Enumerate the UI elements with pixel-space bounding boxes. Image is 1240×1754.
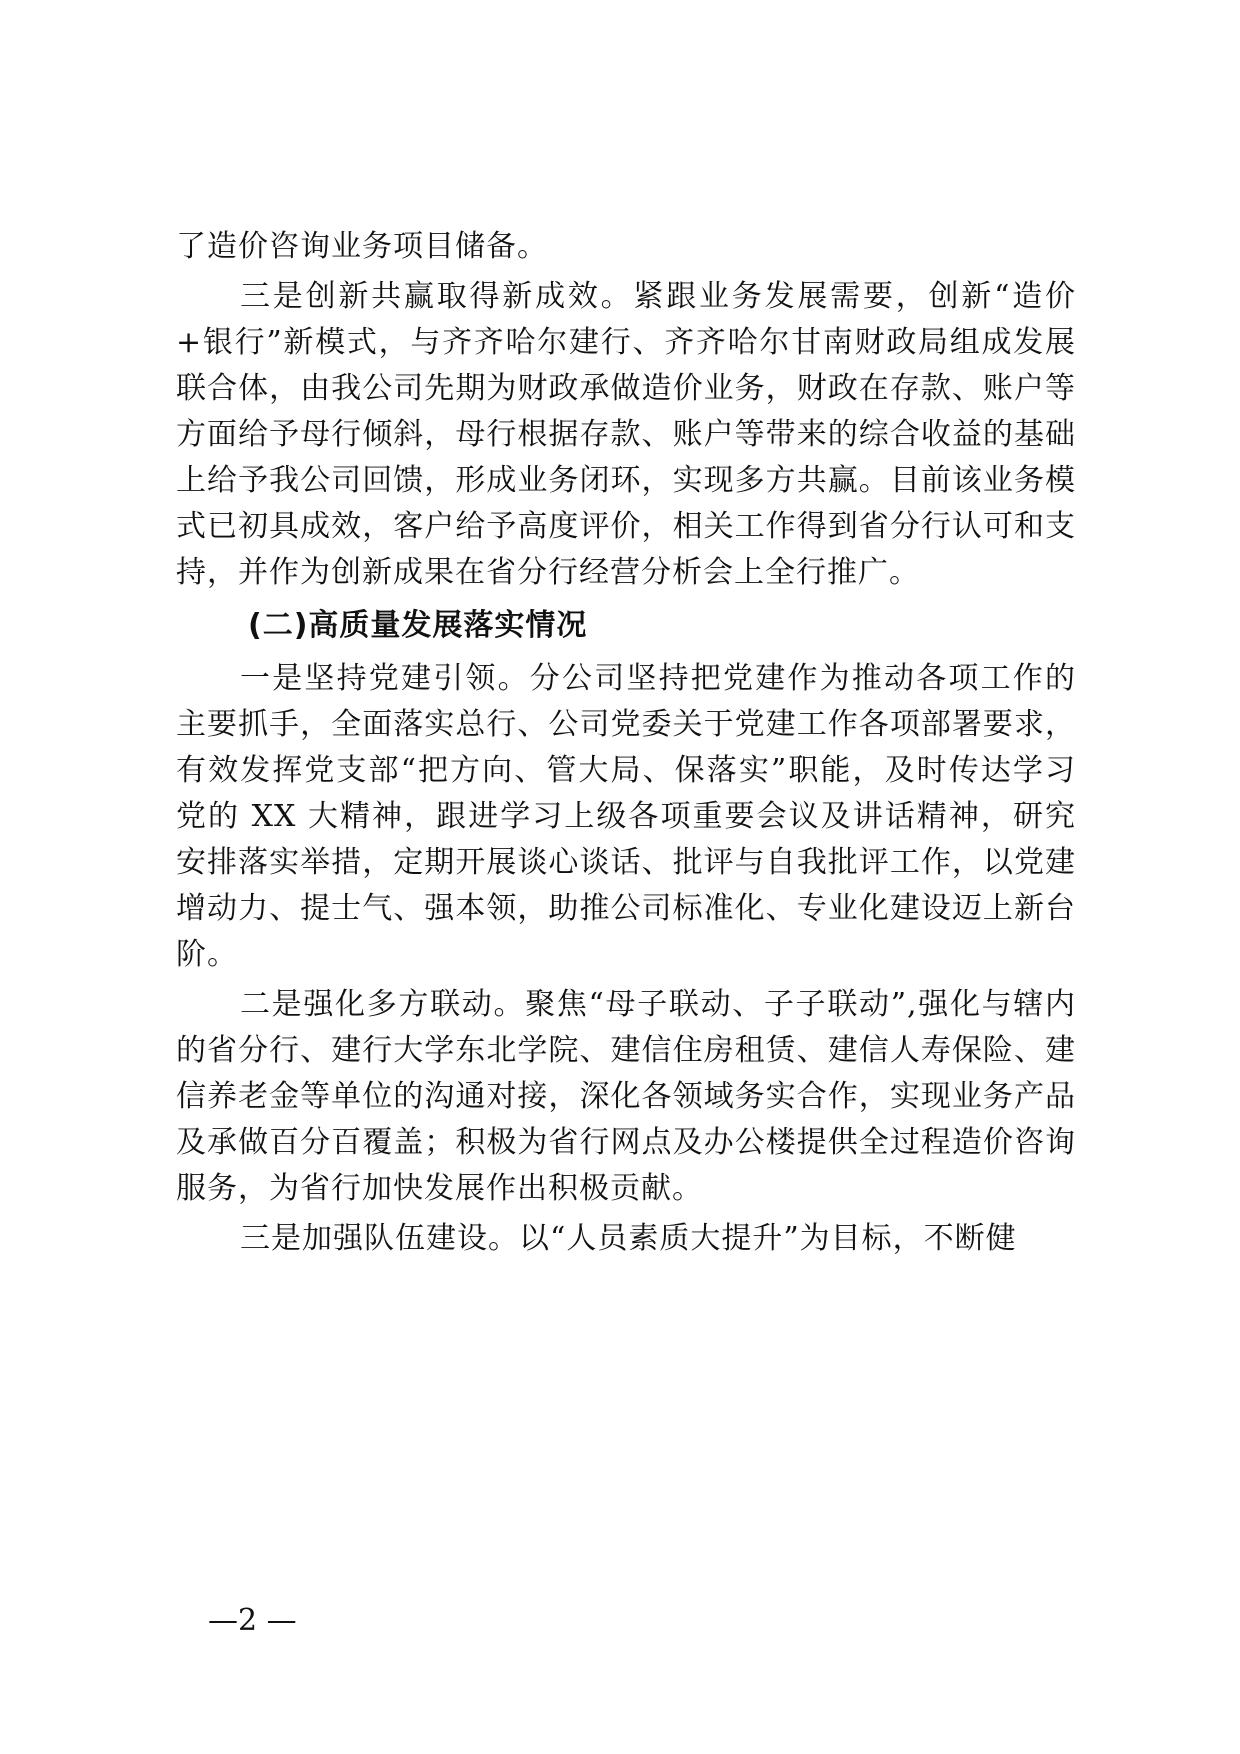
page-number: —2 — xyxy=(208,1603,297,1638)
section-heading-high-quality-development: (二)高质量发展落实情况 xyxy=(248,608,588,643)
paragraph-continuation: 了造价咨询业务项目储备。 xyxy=(176,229,548,264)
document-body xyxy=(176,224,1076,1262)
paragraph-innovation-win-win: 三是创新共赢取得新成效。紧跟业务发展需要，创新“造价+银行”新模式，与齐齐哈尔建行、齐齐哈尔甘南财政局组成发展联合体，由我公司先期为财政承做造价业务，财政在存款、账户等方面给予母行倾斜，母行根据存款、账户等带来的综合收益的基础上给予我公司回馈，形成业务闭环，实现多方共赢。目前该业务模式已初具成效，客户给予高度评价，相关工作得到省分行认可和支持，并作为创新成果在省分行经营分析会上全行推广。 xyxy=(176,279,1076,590)
paragraph-multi-party-linkage: 二是强化多方联动。聚焦“母子联动、子子联动”,强化与辖内的省分行、建行大学东北学院、建信住房租赁、建信人寿保险、建信养老金等单位的沟通对接，深化各领域务实合作，实现业务产品及承做百分百覆盖；积极为省行网点及办公楼提供全过程造价咨询服务，为省行加快发展作出积极贡献。 xyxy=(176,987,1076,1206)
paragraph-team-building: 三是加强队伍建设。以“人员素质大提升”为目标，不断健 xyxy=(240,1221,1017,1256)
paragraph-party-building: 一是坚持党建引领。分公司坚持把党建作为推动各项工作的主要抓手，全面落实总行、公司党委关于党建工作各项部署要求，有效发挥党支部“把方向、管大局、保落实”职能，及时传达学习党的 XX 大精神，跟进学习上级各项重要会议及讲话精神，研究安排落实举措，定期开展谈心谈话、批评与自我批评工作，以党建增动力、提士气、强本领，助推公司标准化、专业化建设迈上新台阶。 xyxy=(176,661,1076,972)
